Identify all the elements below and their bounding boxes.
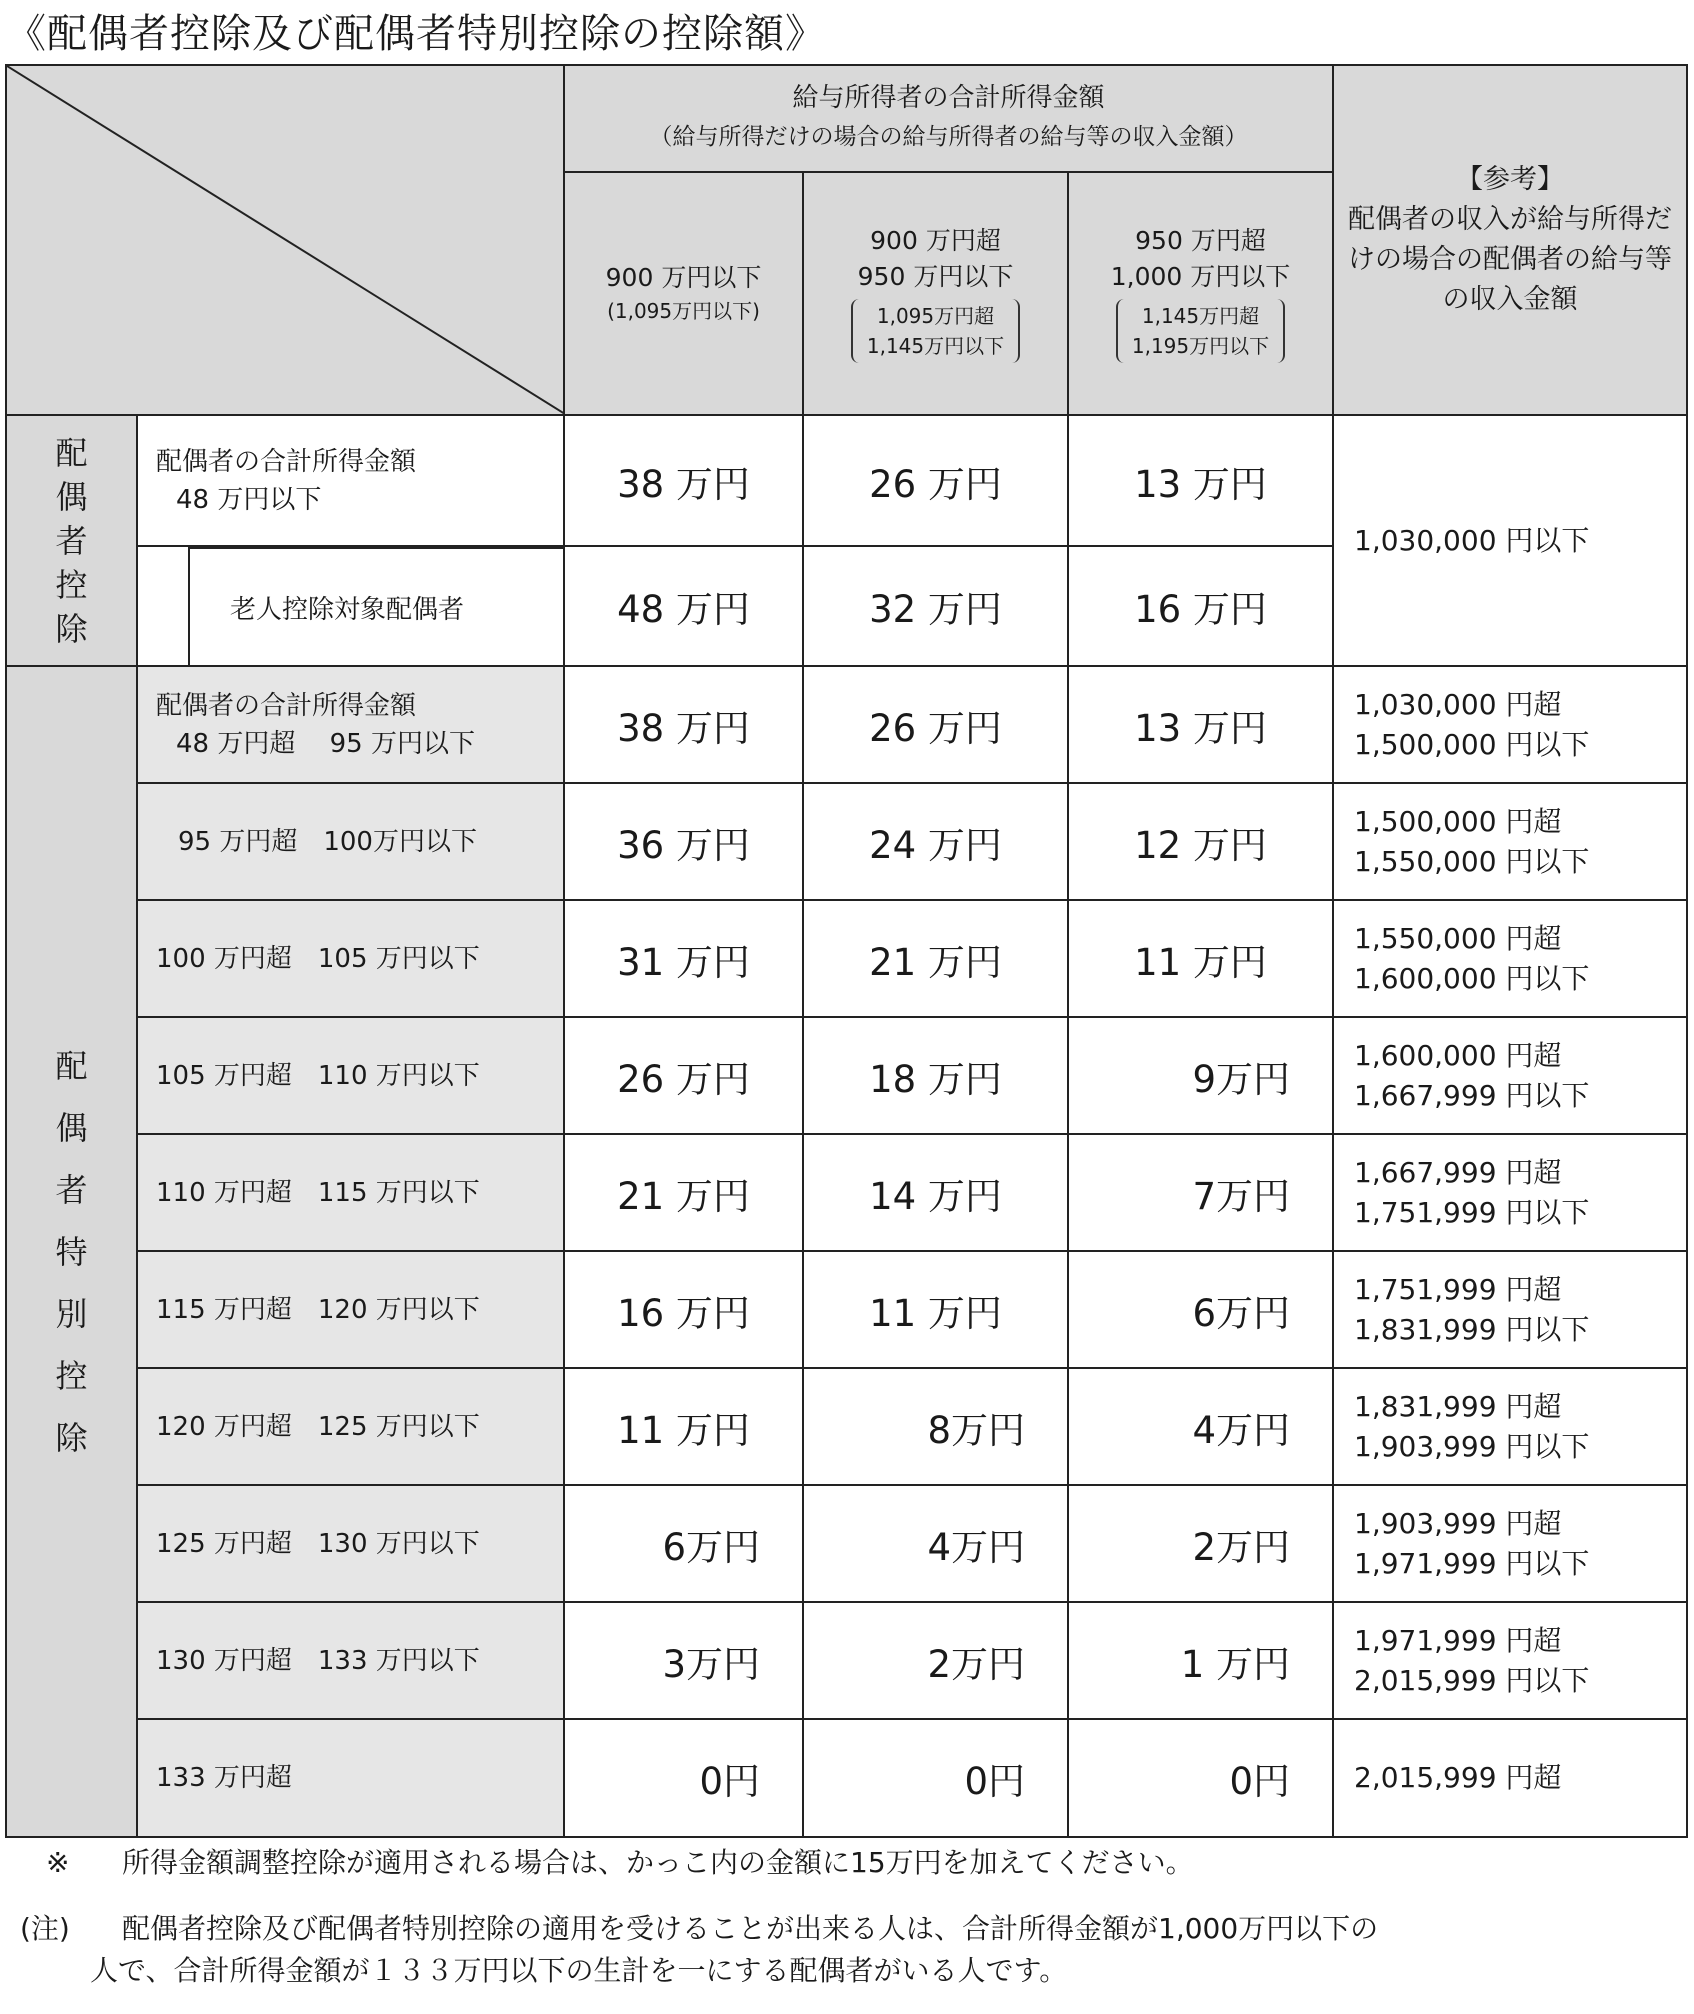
amount-cell: 0円 bbox=[1068, 1719, 1333, 1837]
amount-cell: 21 万円 bbox=[564, 1134, 803, 1251]
amount-cell: 4万円 bbox=[803, 1485, 1068, 1602]
col1-line1: 900 万円以下 bbox=[605, 263, 762, 293]
column-header-3 bbox=[1068, 172, 1333, 415]
table-row bbox=[6, 1602, 1687, 1719]
row-label: 115 万円超 120 万円以下 bbox=[137, 1251, 564, 1368]
row-label: 95 万円超 100万円以下 bbox=[137, 783, 564, 900]
amount-cell: 48 万円 bbox=[564, 546, 803, 666]
table-row bbox=[6, 1134, 1687, 1251]
reference-cell: 1,667,999 円超 1,751,999 円以下 bbox=[1333, 1134, 1687, 1251]
table-row bbox=[6, 415, 1687, 546]
amount-cell: 24 万円 bbox=[803, 783, 1068, 900]
amount-cell: 12 万円 bbox=[1068, 783, 1333, 900]
deduction-table-wrap bbox=[5, 64, 1686, 1833]
amount-cell: 0円 bbox=[803, 1719, 1068, 1837]
amount-cell: 1 万円 bbox=[1068, 1602, 1333, 1719]
row-label-elderly: 老人控除対象配偶者 bbox=[137, 546, 564, 666]
amount-cell: 13 万円 bbox=[1068, 666, 1333, 783]
row-label: 105 万円超 110 万円以下 bbox=[137, 1017, 564, 1134]
row-label: 110 万円超 115 万円以下 bbox=[137, 1134, 564, 1251]
reference-cell: 2,015,999 円超 bbox=[1333, 1719, 1687, 1837]
table-row bbox=[6, 1485, 1687, 1602]
amount-cell: 21 万円 bbox=[803, 900, 1068, 1017]
table-row bbox=[6, 783, 1687, 900]
reference-cell: 1,971,999 円超 2,015,999 円以下 bbox=[1333, 1602, 1687, 1719]
amount-cell: 14 万円 bbox=[803, 1134, 1068, 1251]
col2-line1: 900 万円超 bbox=[870, 226, 1001, 256]
reference-text: 配偶者の収入が給与所得だけの場合の配偶者の給与等の収入金額 bbox=[1348, 204, 1672, 315]
table-row bbox=[6, 1719, 1687, 1837]
reference-cell: 1,831,999 円超 1,903,999 円以下 bbox=[1333, 1368, 1687, 1485]
deduction-table bbox=[5, 64, 1688, 1838]
amount-cell: 3万円 bbox=[564, 1602, 803, 1719]
note1-text: 所得金額調整控除が適用される場合は、かっこ内の金額に15万円を加えてください。 bbox=[122, 1846, 1194, 1879]
reference-cell: 1,030,000 円以下 bbox=[1333, 415, 1687, 666]
amount-cell: 38 万円 bbox=[564, 666, 803, 783]
amount-cell: 6万円 bbox=[1068, 1251, 1333, 1368]
section1-label: 配偶者控除 bbox=[6, 415, 137, 666]
amount-cell: 7万円 bbox=[1068, 1134, 1333, 1251]
col3-paren2: 1,195万円以下 bbox=[1131, 334, 1270, 359]
note1-mark: ※ bbox=[46, 1846, 70, 1879]
col1-line2: (1,095万円以下) bbox=[607, 299, 760, 324]
reference-cell: 1,903,999 円超 1,971,999 円以下 bbox=[1333, 1485, 1687, 1602]
col3-line2: 1,000 万円以下 bbox=[1110, 262, 1291, 292]
reference-cell: 1,751,999 円超 1,831,999 円以下 bbox=[1333, 1251, 1687, 1368]
col3-paren1: 1,145万円超 bbox=[1141, 304, 1260, 329]
table-row bbox=[6, 1368, 1687, 1485]
amount-cell: 8万円 bbox=[803, 1368, 1068, 1485]
amount-cell: 32 万円 bbox=[803, 546, 1068, 666]
row-label: 130 万円超 133 万円以下 bbox=[137, 1602, 564, 1719]
amount-cell: 26 万円 bbox=[803, 415, 1068, 546]
row-label: 配偶者の合計所得金額 48 万円以下 bbox=[137, 415, 564, 546]
amount-cell: 31 万円 bbox=[564, 900, 803, 1017]
amount-cell: 6万円 bbox=[564, 1485, 803, 1602]
row-label: 100 万円超 105 万円以下 bbox=[137, 900, 564, 1017]
col2-line2: 950 万円以下 bbox=[857, 262, 1014, 292]
amount-cell: 4万円 bbox=[1068, 1368, 1333, 1485]
amount-cell: 0円 bbox=[564, 1719, 803, 1837]
note2-text-line2: 人で、合計所得金額が１３３万円以下の生計を一にする配偶者がいる人です。 bbox=[90, 1954, 1068, 1987]
column-header-2 bbox=[803, 172, 1068, 415]
note2-text-line1: 配偶者控除及び配偶者特別控除の適用を受けることが出来る人は、合計所得金額が1,000万円以下の bbox=[122, 1912, 1379, 1945]
amount-cell: 13 万円 bbox=[1068, 415, 1333, 546]
amount-cell: 16 万円 bbox=[564, 1251, 803, 1368]
amount-cell: 11 万円 bbox=[803, 1251, 1068, 1368]
table-row bbox=[6, 1017, 1687, 1134]
col2-paren bbox=[851, 299, 1020, 363]
col3-paren bbox=[1116, 299, 1285, 363]
amount-cell: 2万円 bbox=[1068, 1485, 1333, 1602]
table-row bbox=[6, 1251, 1687, 1368]
amount-cell: 36 万円 bbox=[564, 783, 803, 900]
row-label: 125 万円超 130 万円以下 bbox=[137, 1485, 564, 1602]
section2-label: 配偶者特別控除 bbox=[6, 666, 137, 1837]
row-label: 120 万円超 125 万円以下 bbox=[137, 1368, 564, 1485]
col2-paren2: 1,145万円以下 bbox=[866, 334, 1005, 359]
reference-title: 【参考】 bbox=[1456, 164, 1564, 195]
diagonal-header-cell bbox=[6, 65, 564, 415]
column-header-1 bbox=[564, 172, 803, 415]
page-title: 《配偶者控除及び配偶者特別控除の控除額》 bbox=[6, 11, 826, 57]
amount-cell: 11 万円 bbox=[1068, 900, 1333, 1017]
amount-cell: 18 万円 bbox=[803, 1017, 1068, 1134]
reference-cell: 1,030,000 円超 1,500,000 円以下 bbox=[1333, 666, 1687, 783]
col3-line1: 950 万円超 bbox=[1135, 226, 1266, 256]
reference-cell: 1,500,000 円超 1,550,000 円以下 bbox=[1333, 783, 1687, 900]
col2-paren1: 1,095万円超 bbox=[876, 304, 995, 329]
amount-cell: 16 万円 bbox=[1068, 546, 1333, 666]
income-group-header bbox=[564, 65, 1333, 172]
amount-cell: 9万円 bbox=[1068, 1017, 1333, 1134]
reference-header bbox=[1333, 65, 1687, 415]
row-label: 配偶者の合計所得金額 48 万円超 95 万円以下 bbox=[137, 666, 564, 783]
reference-cell: 1,550,000 円超 1,600,000 円以下 bbox=[1333, 900, 1687, 1017]
amount-cell: 26 万円 bbox=[564, 1017, 803, 1134]
table-row bbox=[6, 666, 1687, 783]
diagonal-line bbox=[7, 66, 565, 414]
table-row bbox=[6, 900, 1687, 1017]
row-label: 133 万円超 bbox=[137, 1719, 564, 1837]
amount-cell: 26 万円 bbox=[803, 666, 1068, 783]
income-group-title: 給与所得者の合計所得金額 bbox=[792, 83, 1105, 114]
amount-cell: 11 万円 bbox=[564, 1368, 803, 1485]
note2-mark: (注) bbox=[20, 1912, 70, 1945]
amount-cell: 38 万円 bbox=[564, 415, 803, 546]
amount-cell: 2万円 bbox=[803, 1602, 1068, 1719]
income-group-subtitle: （給与所得だけの場合の給与所得者の給与等の収入金額） bbox=[649, 124, 1248, 151]
reference-cell: 1,600,000 円超 1,667,999 円以下 bbox=[1333, 1017, 1687, 1134]
